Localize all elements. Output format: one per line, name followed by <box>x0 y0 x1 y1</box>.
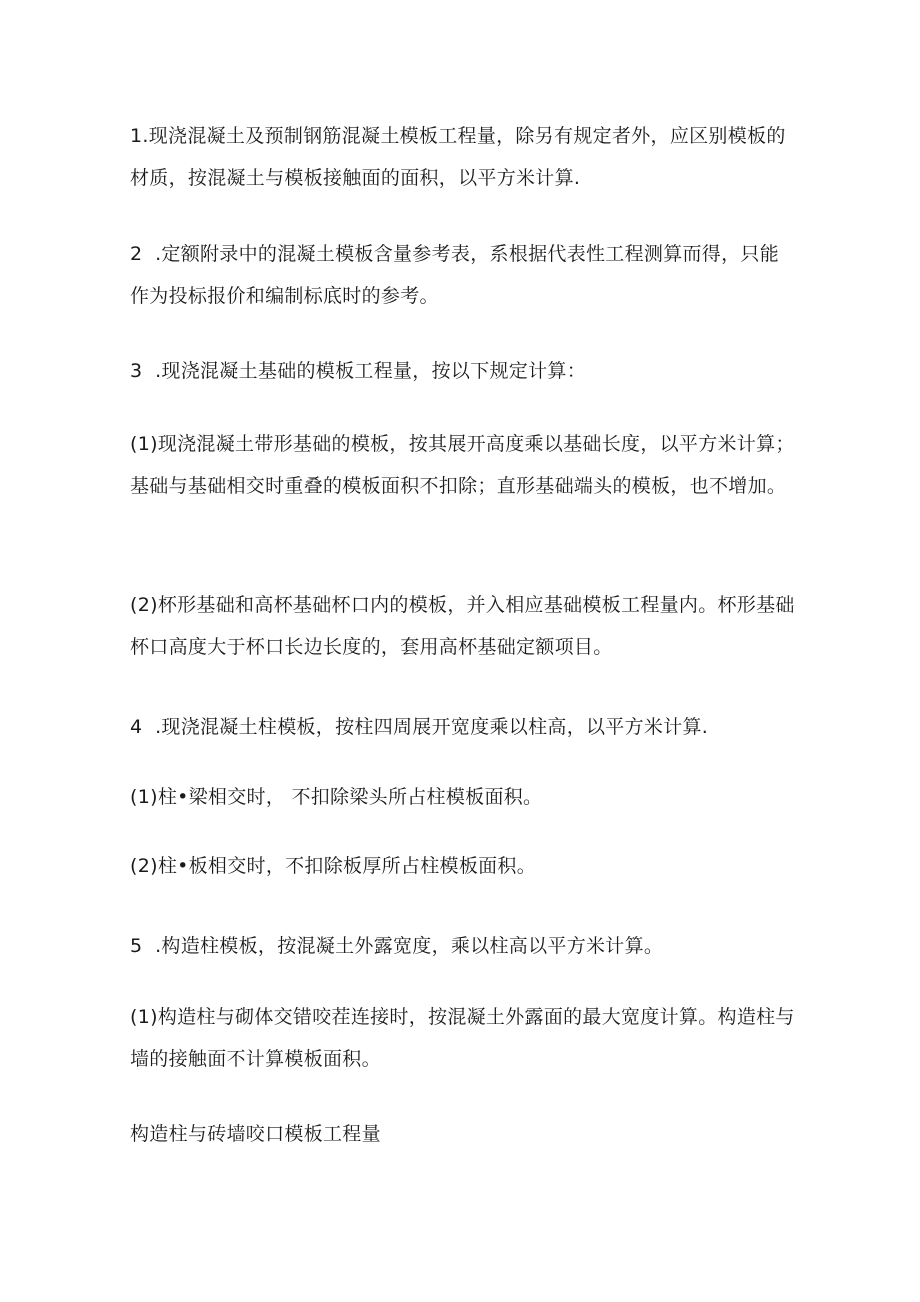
paragraph-3: 3 .现浇混凝土基础的模板工程量，按以下规定计算： <box>130 360 587 382</box>
paragraph-3-1: (1)现浇混凝土带形基础的模板，按其展开高度乘以基础长度，以平方米计算；基础与基础相交时重叠的模板面积不扣除；直形基础端头的模板，也不增加。 <box>130 433 795 497</box>
paragraph-3-2: (2)杯形基础和高杯基础杯口内的模板，并入相应基础模板工程量内。杯形基础杯口高度大于杯口长边长度的，套用高杯基础定额项目。 <box>130 594 795 658</box>
paragraph-1: 1.现浇混凝土及预制钢筋混凝土模板工程量，除另有规定者外，应区别模板的材质，按混凝土与模板接触面的面积，以平方米计算. <box>130 125 786 189</box>
caption-text: 构造柱与砖墙咬口模板工程量 <box>130 1123 381 1145</box>
paragraph-2: 2 .定额附录中的混凝土模板含量参考表，系根据代表性工程测算而得，只能作为投标报价和编制标底时的参考。 <box>130 243 780 307</box>
paragraph-4-1: (1)柱•梁相交时， 不扣除梁头所占柱模板面积。 <box>130 786 543 808</box>
paragraph-4: 4 .现浇混凝土柱模板，按柱四周展开宽度乘以柱高，以平方米计算. <box>130 716 709 738</box>
paragraph-4-2: (2)柱•板相交时，不扣除板厚所占柱模板面积。 <box>130 855 537 877</box>
paragraph-5-1: (1)构造柱与砌体交错咬茬连接时，按混凝土外露面的最大宽度计算。构造柱与墙的接触面不计算模板面积。 <box>130 1006 795 1070</box>
paragraph-5: 5 .构造柱模板，按混凝土外露宽度，乘以柱高以平方米计算。 <box>130 935 664 957</box>
